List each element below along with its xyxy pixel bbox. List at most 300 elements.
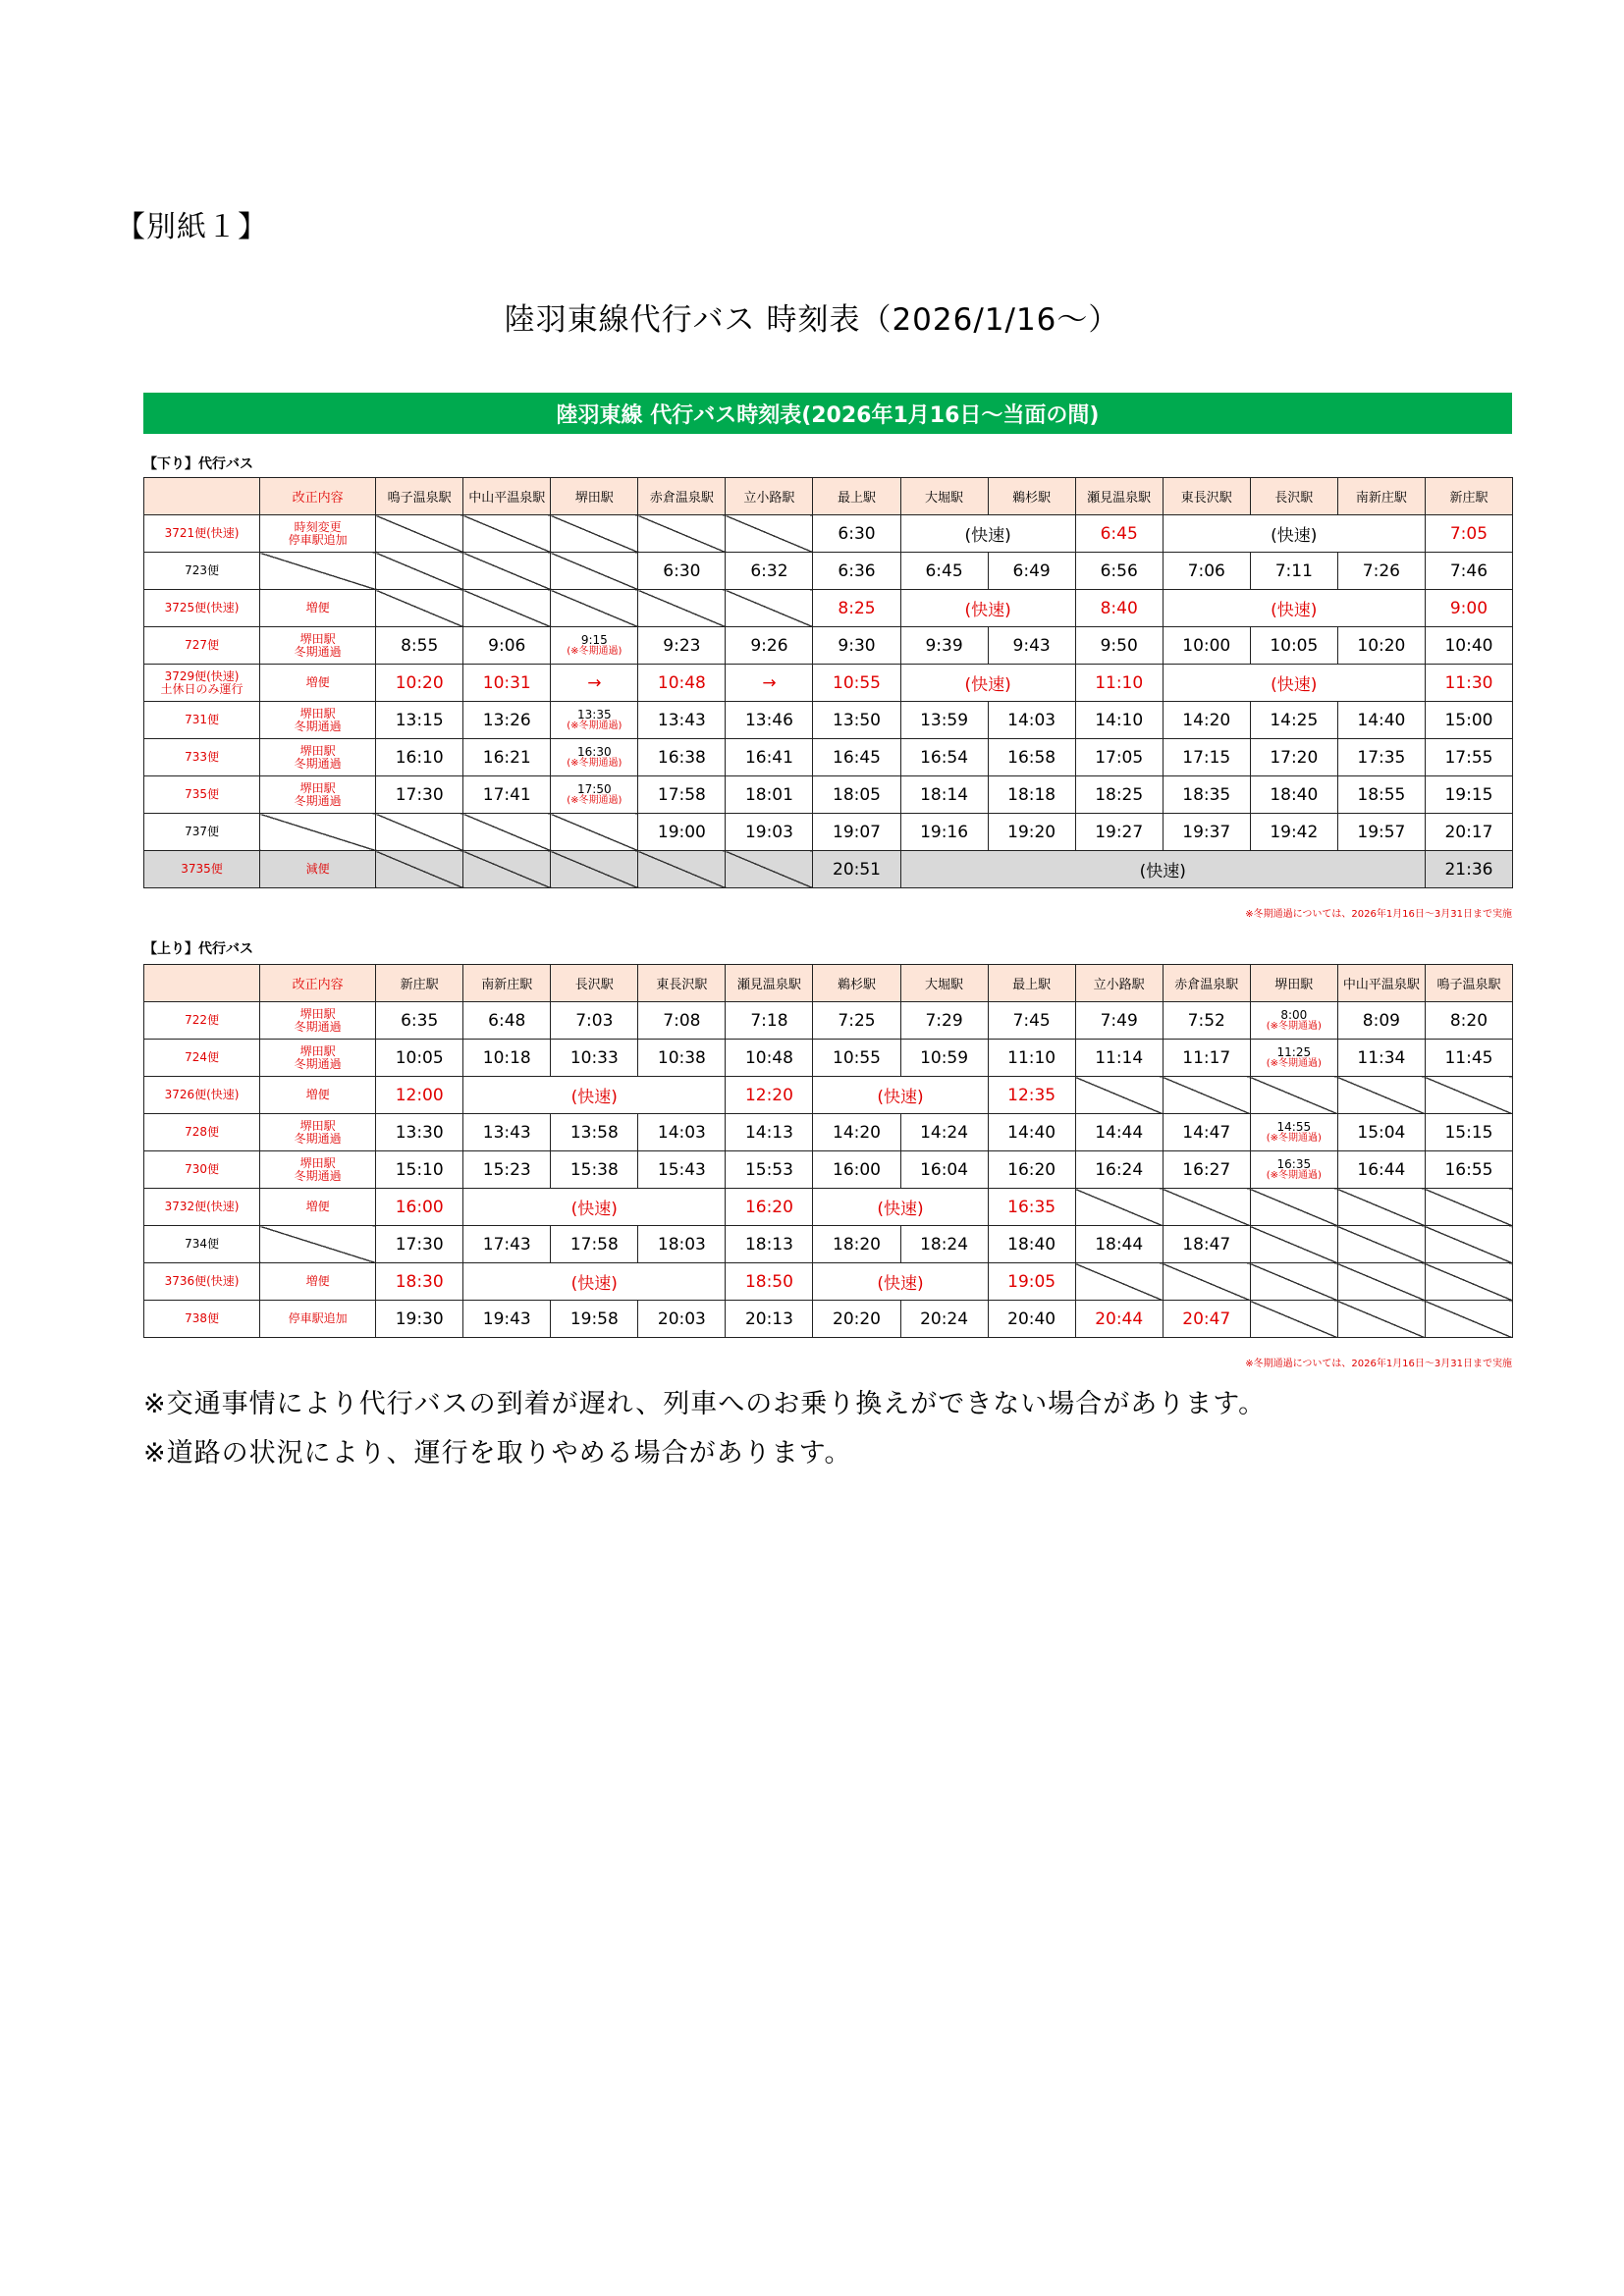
header-station: 立小路駅	[726, 478, 813, 515]
header-station: 新庄駅	[376, 965, 463, 1002]
table-row	[144, 1002, 1513, 1040]
time-cell: 10:20	[1337, 627, 1425, 665]
time-cell: 9:50	[1075, 627, 1163, 665]
no-service-cell	[463, 590, 551, 627]
time-cell: 12:00	[376, 1077, 463, 1114]
no-service-cell	[1425, 1077, 1512, 1114]
time-cell: 16:20	[726, 1189, 813, 1226]
time-cell: 17:58	[638, 776, 726, 814]
time-cell: 18:55	[1337, 776, 1425, 814]
time-cell: 19:05	[988, 1263, 1075, 1301]
time-cell: 17:15	[1163, 739, 1250, 776]
time-cell: 6:49	[988, 553, 1075, 590]
no-service-cell	[551, 515, 638, 553]
header-station: 鳴子温泉駅	[1425, 965, 1512, 1002]
service-name: 735便	[144, 776, 260, 814]
time-cell: 18:24	[900, 1226, 988, 1263]
time-cell: 14:20	[813, 1114, 900, 1151]
time-cell: 18:20	[813, 1226, 900, 1263]
no-service-cell	[1337, 1226, 1425, 1263]
table-row	[144, 851, 1513, 888]
revision-cell: 増便	[260, 1077, 376, 1114]
time-cell: 17:30	[376, 776, 463, 814]
time-cell: 18:47	[1163, 1226, 1250, 1263]
time-cell: 15:04	[1337, 1114, 1425, 1151]
no-service-cell	[260, 814, 376, 851]
time-cell: 13:59	[900, 702, 988, 739]
service-name: 3729便(快速) 土休日のみ運行	[144, 665, 260, 702]
time-cell: 17:20	[1250, 739, 1337, 776]
header-station: 長沢駅	[551, 965, 638, 1002]
header-station: 堺田駅	[551, 478, 638, 515]
time-cell: 8:40	[1075, 590, 1163, 627]
time-cell: 16:58	[988, 739, 1075, 776]
time-cell: 7:26	[1337, 553, 1425, 590]
time-cell: 16:41	[726, 739, 813, 776]
no-service-cell	[463, 515, 551, 553]
table-row	[144, 1263, 1513, 1301]
time-cell: 14:40	[988, 1114, 1075, 1151]
time-cell: 6:35	[376, 1002, 463, 1040]
time-cell: 18:01	[726, 776, 813, 814]
express-span-cell: (快速)	[1163, 590, 1425, 627]
time-cell: 7:45	[988, 1002, 1075, 1040]
table-row	[144, 702, 1513, 739]
table-row	[144, 665, 1513, 702]
table-row	[144, 627, 1513, 665]
revision-cell: 堺田駅 冬期通過	[260, 1151, 376, 1189]
header-station: 瀬見温泉駅	[726, 965, 813, 1002]
time-cell: 18:05	[813, 776, 900, 814]
time-cell: 17:55	[1425, 739, 1512, 776]
time-cell: 16:45	[813, 739, 900, 776]
revision-cell: 堺田駅 冬期通過	[260, 627, 376, 665]
header-station: 最上駅	[813, 478, 900, 515]
header-station: 新庄駅	[1425, 478, 1512, 515]
table-row	[144, 1040, 1513, 1077]
service-name: 731便	[144, 702, 260, 739]
header-station: 鵜杉駅	[988, 478, 1075, 515]
service-name: 3726便(快速)	[144, 1077, 260, 1114]
time-cell: 8:25	[813, 590, 900, 627]
time-cell: 17:41	[463, 776, 551, 814]
time-cell: 18:14	[900, 776, 988, 814]
time-cell: 14:25	[1250, 702, 1337, 739]
header-station: 鵜杉駅	[813, 965, 900, 1002]
time-cell: 11:30	[1425, 665, 1512, 702]
revision-cell: 時刻変更 停車駅追加	[260, 515, 376, 553]
time-cell: 16:44	[1337, 1151, 1425, 1189]
up-winter-note: ※冬期通過については、2026年1月16日～3月31日まで実施	[1245, 1359, 1512, 1369]
no-service-cell	[1163, 1077, 1250, 1114]
time-cell: 7:08	[638, 1002, 726, 1040]
time-cell: 19:00	[638, 814, 726, 851]
no-service-cell	[1425, 1189, 1512, 1226]
header-station: 鳴子温泉駅	[376, 478, 463, 515]
time-cell: 15:10	[376, 1151, 463, 1189]
time-cell: 9:43	[988, 627, 1075, 665]
no-service-cell	[376, 515, 463, 553]
no-service-cell	[1337, 1263, 1425, 1301]
time-cell: 16:10	[376, 739, 463, 776]
time-cell: 7:52	[1163, 1002, 1250, 1040]
up-header-row	[144, 965, 1513, 1002]
time-cell: 16:55	[1425, 1151, 1512, 1189]
no-service-cell	[463, 851, 551, 888]
time-cell: 16:00	[376, 1189, 463, 1226]
table-row	[144, 1077, 1513, 1114]
header-station: 長沢駅	[1250, 478, 1337, 515]
revision-cell: 増便	[260, 1263, 376, 1301]
time-cell: 17:30	[376, 1226, 463, 1263]
time-cell: 13:15	[376, 702, 463, 739]
table-row	[144, 1226, 1513, 1263]
time-cell: 6:45	[900, 553, 988, 590]
time-cell: 13:30	[376, 1114, 463, 1151]
service-name: 730便	[144, 1151, 260, 1189]
time-cell: 13:58	[551, 1114, 638, 1151]
time-cell: 6:48	[463, 1002, 551, 1040]
table-row	[144, 1189, 1513, 1226]
header-revision: 改正内容	[260, 478, 376, 515]
time-cell: 19:16	[900, 814, 988, 851]
time-cell: 19:30	[376, 1301, 463, 1338]
service-name: 723便	[144, 553, 260, 590]
time-cell: 16:54	[900, 739, 988, 776]
time-cell: →	[726, 665, 813, 702]
table-row	[144, 590, 1513, 627]
revision-cell: 堺田駅 冬期通過	[260, 1114, 376, 1151]
time-cell: 9:06	[463, 627, 551, 665]
table-row	[144, 739, 1513, 776]
no-service-cell	[1163, 1263, 1250, 1301]
time-cell: 12:35	[988, 1077, 1075, 1114]
time-cell: 14:47	[1163, 1114, 1250, 1151]
down-header-row	[144, 478, 1513, 515]
express-span-cell: (快速)	[900, 851, 1425, 888]
time-cell: 16:21	[463, 739, 551, 776]
express-span-cell: (快速)	[1163, 515, 1425, 553]
time-cell: 10:48	[726, 1040, 813, 1077]
time-cell: 11:45	[1425, 1040, 1512, 1077]
time-cell: 17:43	[463, 1226, 551, 1263]
time-cell: 7:49	[1075, 1002, 1163, 1040]
no-service-cell	[551, 553, 638, 590]
time-cell: 16:04	[900, 1151, 988, 1189]
express-span-cell: (快速)	[463, 1263, 726, 1301]
time-cell: 19:42	[1250, 814, 1337, 851]
service-name: 724便	[144, 1040, 260, 1077]
header-station: 堺田駅	[1250, 965, 1337, 1002]
table-row	[144, 1151, 1513, 1189]
header-station: 東長沢駅	[1163, 478, 1250, 515]
header-station: 東長沢駅	[638, 965, 726, 1002]
no-service-cell	[1075, 1263, 1163, 1301]
revision-cell: 堺田駅 冬期通過	[260, 776, 376, 814]
no-service-cell	[638, 515, 726, 553]
service-name: 3732便(快速)	[144, 1189, 260, 1226]
time-cell: 20:44	[1075, 1301, 1163, 1338]
no-service-cell	[1337, 1077, 1425, 1114]
time-cell: 20:17	[1425, 814, 1512, 851]
time-cell: 9:23	[638, 627, 726, 665]
no-service-cell	[1075, 1189, 1163, 1226]
time-cell: 10:38	[638, 1040, 726, 1077]
no-service-cell	[726, 590, 813, 627]
express-span-cell: (快速)	[900, 590, 1075, 627]
table-row	[144, 553, 1513, 590]
footer-note-road: ※道路の状況により、運行を取りやめる場合があります。	[143, 1438, 852, 1468]
time-cell: 19:58	[551, 1301, 638, 1338]
time-cell: 10:31	[463, 665, 551, 702]
no-service-cell	[1250, 1077, 1337, 1114]
time-cell: 18:03	[638, 1226, 726, 1263]
time-cell: 9:26	[726, 627, 813, 665]
time-cell: 10:48	[638, 665, 726, 702]
time-cell: 15:00	[1425, 702, 1512, 739]
time-cell: 18:13	[726, 1226, 813, 1263]
time-cell: 13:43	[638, 702, 726, 739]
down-winter-note: ※冬期通過については、2026年1月16日～3月31日まで実施	[1245, 909, 1512, 920]
time-cell: 6:45	[1075, 515, 1163, 553]
time-cell: 9:30	[813, 627, 900, 665]
time-cell: 14:13	[726, 1114, 813, 1151]
no-service-cell	[1337, 1301, 1425, 1338]
no-service-cell	[1425, 1263, 1512, 1301]
revision-cell: 増便	[260, 665, 376, 702]
header-corner	[144, 478, 260, 515]
no-service-cell	[376, 590, 463, 627]
header-station: 最上駅	[988, 965, 1075, 1002]
no-service-cell	[1250, 1226, 1337, 1263]
time-cell: 19:37	[1163, 814, 1250, 851]
time-cell: 14:44	[1075, 1114, 1163, 1151]
revision-cell: 増便	[260, 590, 376, 627]
header-station: 南新庄駅	[1337, 478, 1425, 515]
page-label: 【別紙１】	[116, 210, 268, 244]
time-cell: 15:53	[726, 1151, 813, 1189]
time-cell: 15:38	[551, 1151, 638, 1189]
time-cell: 14:24	[900, 1114, 988, 1151]
time-cell: 20:40	[988, 1301, 1075, 1338]
time-cell: 18:35	[1163, 776, 1250, 814]
time-cell: 13:43	[463, 1114, 551, 1151]
time-cell: 6:56	[1075, 553, 1163, 590]
time-cell: 17:05	[1075, 739, 1163, 776]
time-cell: →	[551, 665, 638, 702]
table-row	[144, 1114, 1513, 1151]
express-span-cell: (快速)	[463, 1077, 726, 1114]
time-cell: 18:44	[1075, 1226, 1163, 1263]
no-service-cell	[551, 814, 638, 851]
time-cell: 18:40	[988, 1226, 1075, 1263]
time-cell: 16:27	[1163, 1151, 1250, 1189]
header-station: 赤倉温泉駅	[1163, 965, 1250, 1002]
header-station: 大堀駅	[900, 965, 988, 1002]
service-name: 722便	[144, 1002, 260, 1040]
time-cell: 15:43	[638, 1151, 726, 1189]
time-cell: 10:05	[1250, 627, 1337, 665]
service-name: 728便	[144, 1114, 260, 1151]
time-cell: 19:57	[1337, 814, 1425, 851]
time-cell: 16:35	[988, 1189, 1075, 1226]
time-cell: 18:30	[376, 1263, 463, 1301]
time-cell: 8:09	[1337, 1002, 1425, 1040]
revision-cell: 堺田駅 冬期通過	[260, 1002, 376, 1040]
time-cell: 20:03	[638, 1301, 726, 1338]
table-row	[144, 776, 1513, 814]
header-station: 中山平温泉駅	[463, 478, 551, 515]
time-cell: 10:40	[1425, 627, 1512, 665]
header-station: 立小路駅	[1075, 965, 1163, 1002]
time-cell-winter-skip: 17:50 (※冬期通過)	[551, 776, 638, 814]
time-cell: 11:17	[1163, 1040, 1250, 1077]
header-station: 中山平温泉駅	[1337, 965, 1425, 1002]
no-service-cell	[638, 851, 726, 888]
express-span-cell: (快速)	[900, 665, 1075, 702]
time-cell: 10:55	[813, 1040, 900, 1077]
no-service-cell	[726, 851, 813, 888]
table-row	[144, 1301, 1513, 1338]
time-cell: 6:30	[813, 515, 900, 553]
up-section-label: 【上り】代行バス	[143, 941, 253, 957]
down-timetable	[143, 477, 1513, 888]
time-cell: 7:25	[813, 1002, 900, 1040]
time-cell: 7:46	[1425, 553, 1512, 590]
time-cell: 14:10	[1075, 702, 1163, 739]
time-cell: 16:24	[1075, 1151, 1163, 1189]
time-cell: 17:35	[1337, 739, 1425, 776]
time-cell: 7:05	[1425, 515, 1512, 553]
express-span-cell: (快速)	[813, 1263, 988, 1301]
time-cell: 20:13	[726, 1301, 813, 1338]
no-service-cell	[1425, 1301, 1512, 1338]
header-station: 大堀駅	[900, 478, 988, 515]
time-cell: 18:25	[1075, 776, 1163, 814]
no-service-cell	[1075, 1077, 1163, 1114]
header-station: 瀬見温泉駅	[1075, 478, 1163, 515]
service-name: 738便	[144, 1301, 260, 1338]
time-cell: 16:38	[638, 739, 726, 776]
time-cell: 13:26	[463, 702, 551, 739]
time-cell: 9:00	[1425, 590, 1512, 627]
time-cell-winter-skip: 8:00 (※冬期通過)	[1250, 1002, 1337, 1040]
time-cell: 18:18	[988, 776, 1075, 814]
no-service-cell	[1250, 1301, 1337, 1338]
no-service-cell	[551, 590, 638, 627]
no-service-cell	[1425, 1226, 1512, 1263]
header-station: 南新庄駅	[463, 965, 551, 1002]
time-cell: 7:06	[1163, 553, 1250, 590]
time-cell-winter-skip: 16:30 (※冬期通過)	[551, 739, 638, 776]
no-service-cell	[638, 590, 726, 627]
document-title: 陸羽東線代行バス 時刻表（2026/1/16～）	[504, 302, 1120, 338]
time-cell: 10:33	[551, 1040, 638, 1077]
no-service-cell	[260, 1226, 376, 1263]
time-cell: 6:36	[813, 553, 900, 590]
time-cell-winter-skip: 14:55 (※冬期通過)	[1250, 1114, 1337, 1151]
header-station: 赤倉温泉駅	[638, 478, 726, 515]
table-row	[144, 814, 1513, 851]
header-revision: 改正内容	[260, 965, 376, 1002]
time-cell: 20:24	[900, 1301, 988, 1338]
no-service-cell	[463, 814, 551, 851]
time-cell: 7:03	[551, 1002, 638, 1040]
time-cell: 14:03	[988, 702, 1075, 739]
no-service-cell	[1163, 1189, 1250, 1226]
time-cell: 8:20	[1425, 1002, 1512, 1040]
no-service-cell	[463, 553, 551, 590]
time-cell-winter-skip: 13:35 (※冬期通過)	[551, 702, 638, 739]
time-cell: 7:29	[900, 1002, 988, 1040]
time-cell: 15:15	[1425, 1114, 1512, 1151]
no-service-cell	[726, 515, 813, 553]
time-cell: 14:03	[638, 1114, 726, 1151]
no-service-cell	[376, 851, 463, 888]
no-service-cell	[376, 814, 463, 851]
time-cell: 12:20	[726, 1077, 813, 1114]
time-cell: 16:20	[988, 1151, 1075, 1189]
service-name: 734便	[144, 1226, 260, 1263]
time-cell: 11:10	[1075, 665, 1163, 702]
revision-cell: 堺田駅 冬期通過	[260, 739, 376, 776]
time-cell: 7:18	[726, 1002, 813, 1040]
service-name: 3721便(快速)	[144, 515, 260, 553]
time-cell: 10:59	[900, 1040, 988, 1077]
time-cell: 13:46	[726, 702, 813, 739]
revision-cell: 停車駅追加	[260, 1301, 376, 1338]
time-cell: 10:55	[813, 665, 900, 702]
time-cell: 9:39	[900, 627, 988, 665]
time-cell: 7:11	[1250, 553, 1337, 590]
time-cell: 20:51	[813, 851, 900, 888]
time-cell: 13:50	[813, 702, 900, 739]
header-corner	[144, 965, 260, 1002]
time-cell: 11:14	[1075, 1040, 1163, 1077]
express-span-cell: (快速)	[813, 1189, 988, 1226]
express-span-cell: (快速)	[463, 1189, 726, 1226]
time-cell: 17:58	[551, 1226, 638, 1263]
time-cell: 18:50	[726, 1263, 813, 1301]
time-cell: 6:30	[638, 553, 726, 590]
no-service-cell	[1250, 1263, 1337, 1301]
time-cell: 15:23	[463, 1151, 551, 1189]
time-cell: 19:07	[813, 814, 900, 851]
time-cell: 8:55	[376, 627, 463, 665]
express-span-cell: (快速)	[900, 515, 1075, 553]
time-cell: 21:36	[1425, 851, 1512, 888]
footer-note-traffic: ※交通事情により代行バスの到着が遅れ、列車へのお乗り換えができない場合があります。	[143, 1389, 1267, 1419]
time-cell: 19:27	[1075, 814, 1163, 851]
time-cell: 6:32	[726, 553, 813, 590]
time-cell: 19:43	[463, 1301, 551, 1338]
time-cell: 10:00	[1163, 627, 1250, 665]
no-service-cell	[1250, 1189, 1337, 1226]
up-timetable	[143, 964, 1513, 1338]
service-name: 737便	[144, 814, 260, 851]
express-span-cell: (快速)	[813, 1077, 988, 1114]
no-service-cell	[1337, 1189, 1425, 1226]
service-name: 727便	[144, 627, 260, 665]
revision-cell: 減便	[260, 851, 376, 888]
time-cell-winter-skip: 16:35 (※冬期通過)	[1250, 1151, 1337, 1189]
revision-cell: 堺田駅 冬期通過	[260, 1040, 376, 1077]
time-cell: 16:00	[813, 1151, 900, 1189]
revision-cell: 堺田駅 冬期通過	[260, 702, 376, 739]
time-cell: 19:15	[1425, 776, 1512, 814]
time-cell: 19:20	[988, 814, 1075, 851]
service-name: 3725便(快速)	[144, 590, 260, 627]
